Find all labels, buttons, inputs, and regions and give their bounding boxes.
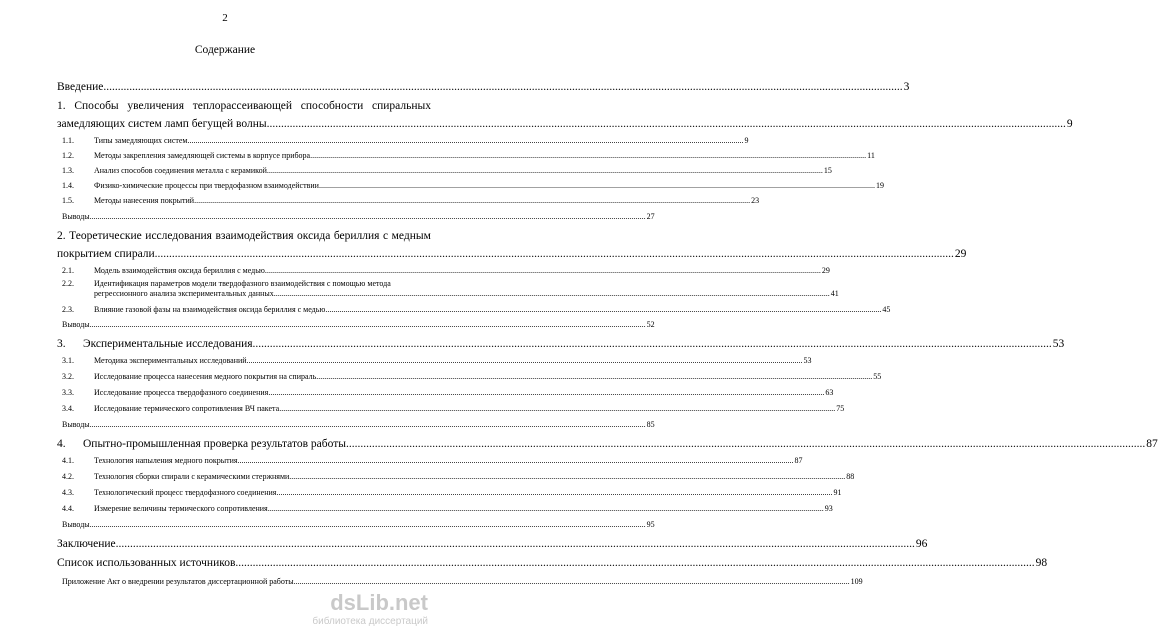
toc-section-1-1[interactable]: 1.1. Типы замедляющих систем ..... 9 [62, 136, 431, 146]
toc-section-4-3[interactable]: 4.3. Технологический процесс твердофазного соединения ..... 91 [62, 488, 431, 498]
toc-section-2-2-line2[interactable]: регрессионного анализа экспериментальных данных ..... 41 [62, 289, 431, 299]
toc-conclusions-4[interactable]: Выводы ..... 95 [62, 520, 431, 530]
toc-section-1-2[interactable]: 1.2. Методы закрепления замедляющей системы в корпусе прибора ..... 11 [62, 151, 431, 161]
toc-section-1-3[interactable]: 1.3. Анализ способов соединения металла с керамикой ..... 15 [62, 166, 431, 176]
toc-entry-references[interactable]: Список использованных источников ..... 98 [57, 556, 431, 570]
toc-chapter-2-line1[interactable]: 2. Теоретические исследования взаимодействия оксида бериллия с медным [57, 230, 431, 242]
watermark-subtitle: библиотека диссертаций [312, 616, 428, 627]
toc-chapter-4[interactable]: 4. Опытно-промышленная проверка результатов работы ..... 87 [57, 437, 431, 451]
toc-section-3-2[interactable]: 3.2. Исследование процесса нанесения медного покрытия на спираль ..... 55 [62, 372, 431, 382]
toc-chapter-3[interactable]: 3. Экспериментальные исследования ..... 53 [57, 337, 431, 351]
page-title: Содержание [194, 44, 256, 56]
toc-section-4-1[interactable]: 4.1. Технология напыления медного покрытия ..... 87 [62, 456, 431, 466]
toc-chapter-1-line1[interactable]: 1. Способы увеличения теплорассеивающей способности спиральных [57, 100, 431, 112]
toc-conclusions-3[interactable]: Выводы ..... 85 [62, 420, 431, 430]
toc-conclusions-2[interactable]: Выводы ..... 52 [62, 320, 431, 330]
toc-conclusions-1[interactable]: Выводы ..... 27 [62, 212, 431, 222]
toc-section-4-4[interactable]: 4.4. Измерение величины термического сопротивления ..... 93 [62, 504, 431, 514]
toc-chapter-2-line2[interactable]: покрытием спирали ..... 29 [57, 247, 431, 261]
toc-section-1-4[interactable]: 1.4. Физико-химические процессы при твердофазном взаимодействии ..... 19 [62, 181, 431, 191]
toc-entry-intro[interactable]: Введение ..... 3 [57, 80, 431, 94]
toc-entry-appendix[interactable]: Приложение Акт о внедрении результатов диссертационной работы ..... 109 [62, 577, 431, 587]
toc-section-3-1[interactable]: 3.1. Методика экспериментальных исследований ..... 53 [62, 356, 431, 366]
watermark-logo: dsLib.net [330, 590, 428, 615]
toc-section-2-2-line1[interactable]: 2.2. Идентификация параметров модели твердофазного взаимодействия с помощью метода [62, 279, 391, 288]
watermark [294, 590, 444, 630]
toc-section-3-3[interactable]: 3.3. Исследование процесса твердофазного соединения ..... 63 [62, 388, 431, 398]
toc-section-1-5[interactable]: 1.5. Методы нанесения покрытий ..... 23 [62, 196, 431, 206]
toc-section-3-4[interactable]: 3.4. Исследование термического сопротивления ВЧ пакета ..... 75 [62, 404, 431, 414]
toc-chapter-1-line2[interactable]: замедляющих систем ламп бегущей волны ..... 9 [57, 117, 431, 131]
toc-section-2-3[interactable]: 2.3. Влияние газовой фазы на взаимодействия оксида бериллия с медью ..... 45 [62, 305, 431, 315]
page-number: 2 [222, 12, 228, 24]
toc-section-2-1[interactable]: 2.1. Модель взаимодействия оксида бериллия с медью ..... 29 [62, 266, 431, 276]
toc-entry-conclusion[interactable]: Заключение ..... 96 [57, 537, 431, 551]
toc-section-4-2[interactable]: 4.2. Технология сборки спирали с керамическими стержнями ..... 88 [62, 472, 431, 482]
